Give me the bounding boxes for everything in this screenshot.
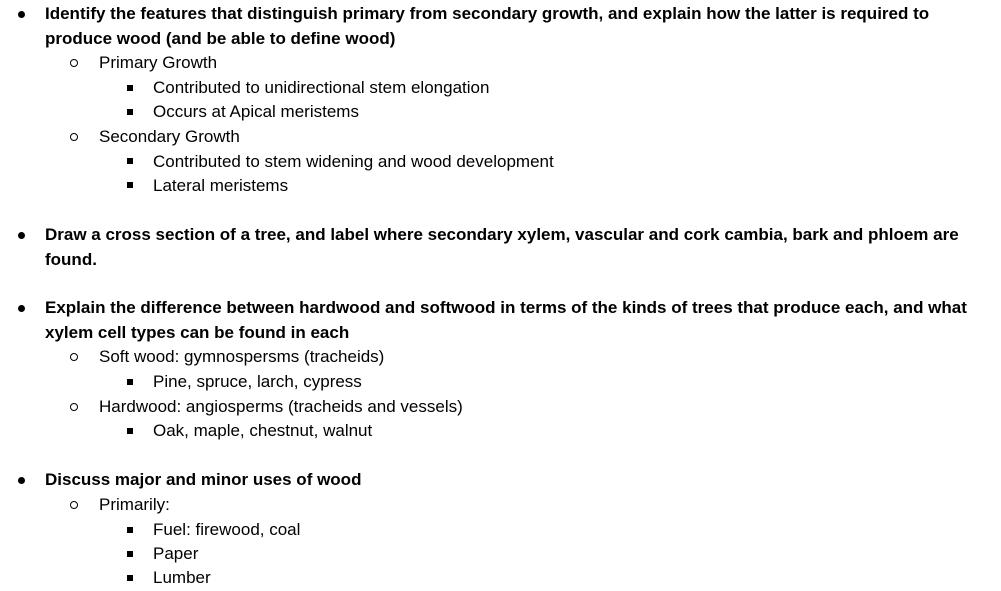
bullet-square-icon [127, 551, 133, 557]
bullet-circle-icon [70, 59, 78, 67]
bullet-disc-icon [18, 11, 25, 18]
bullet-square-icon [127, 527, 133, 533]
sub-list-item: Fuel: firewood, coal [153, 520, 301, 539]
list-item: Hardwood: angiosperms (tracheids and vessels) [99, 397, 463, 416]
sub-list-item: Pine, spruce, larch, cypress [153, 372, 362, 391]
bullet-disc-icon [18, 232, 25, 239]
sub-list-item: Lumber [153, 568, 211, 587]
bullet-disc-icon [18, 477, 25, 484]
bullet-circle-icon [70, 353, 78, 361]
sub-list-item: Contributed to stem widening and wood development [153, 152, 554, 171]
list-item: Secondary Growth [99, 127, 240, 146]
section-heading: Discuss major and minor uses of wood [45, 470, 362, 489]
bullet-circle-icon [70, 403, 78, 411]
sub-list-item: Paper [153, 544, 199, 563]
bullet-disc-icon [18, 305, 25, 312]
bullet-circle-icon [70, 133, 78, 141]
bullet-square-icon [127, 85, 133, 91]
sub-list-item: Lateral meristems [153, 176, 289, 195]
bullet-square-icon [127, 109, 133, 115]
sub-list-item: Contributed to unidirectional stem elongation [153, 78, 490, 97]
section-heading: Explain the difference between hardwood and softwood in terms of the kinds of trees that produce each, and what xylem cell types can be found in each [45, 298, 967, 342]
bullet-square-icon [127, 182, 133, 188]
bullet-square-icon [127, 428, 133, 434]
list-item: Primary Growth [99, 53, 218, 72]
section-heading: Draw a cross section of a tree, and label where secondary xylem, vascular and cork cambia, bark and phloem are found. [45, 225, 959, 269]
list-item: Soft wood: gymnospersms (tracheids) [99, 347, 385, 366]
section-heading: Identify the features that distinguish primary from secondary growth, and explain how the latter is required to produce wood (and be able to define wood) [45, 4, 930, 48]
list-item: Primarily: [99, 495, 170, 514]
bullet-square-icon [127, 158, 133, 164]
sub-list-item: Oak, maple, chestnut, walnut [153, 421, 373, 440]
bullet-circle-icon [70, 501, 78, 509]
bullet-square-icon [127, 575, 133, 581]
bullet-square-icon [127, 379, 133, 385]
sub-list-item: Occurs at Apical meristems [153, 102, 359, 121]
